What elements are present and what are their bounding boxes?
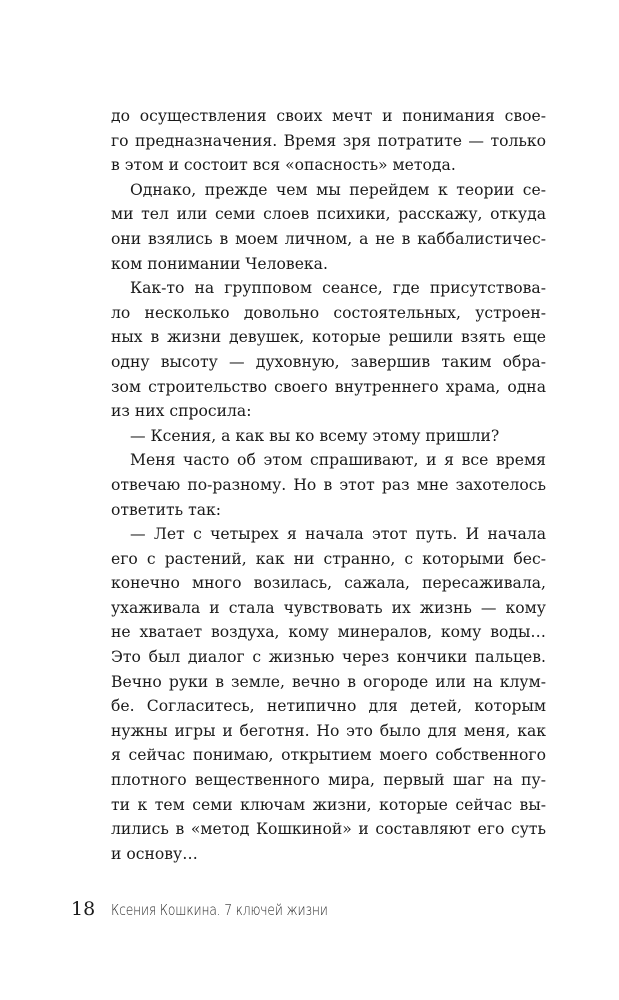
text-line: ком понимании Человека. [111,254,328,273]
text-line: в этом и состоит вся «опасность» метода. [111,156,456,175]
running-title: Ксения Кошкина. 7 ключей жизни [111,901,328,919]
text-line: ответить так: [111,500,222,519]
text-line: Однако, прежде чем мы перейдем к теории се- [130,180,546,199]
text-line: ухаживала и стала чувствовать их жизнь — кому [111,598,546,617]
text-line: из них спросила: [111,402,252,421]
text-line: Меня часто об этом спрашивают, и я все время [130,451,546,470]
text-line: бе. Согласитесь, нетипично для детей, которым [111,697,546,716]
text-line: — Ксения, а как вы ко всему этому пришли? [130,426,500,445]
text-line: и основу… [111,844,198,863]
page-footer [71,898,375,922]
text-line: ми тел или семи слоев психики, расскажу, откуда [111,205,546,224]
text-line: одну высоту — духовную, завершив таким обра- [111,352,546,371]
text-line: нужны игры и беготня. Но это было для меня, как [111,721,546,740]
text-line: ти к тем семи ключам жизни, которые сейчас вы- [111,795,546,814]
text-line: его с растений, как ни странно, с которыми бес- [111,549,546,568]
text-line: зом строительство своего внутреннего храма, одна [111,377,546,396]
text-line: не хватает воздуха, кому минералов, кому воды… [111,623,546,642]
text-line: они взялись в моем личном, а не в каббалистичес- [111,229,546,248]
text-line: Это был диалог с жизнью через кончики пальцев. [111,648,546,667]
text-line: ных в жизни девушек, которые решили взять еще [111,328,546,347]
text-line: Как-то на групповом сеансе, где присутствова- [130,279,546,298]
text-line: лились в «метод Кошкиной» и составляют его суть [111,820,546,839]
text-line: Вечно руки в земле, вечно в огороде или на клум- [111,672,546,691]
text-line: до осуществления своих мечт и понимания свое- [111,107,546,125]
body-text [111,104,546,866]
text-line: я сейчас понимаю, открытием моего собственного [111,746,546,765]
text-line: го предназначения. Время зря потратите — только [111,131,546,150]
text-line: конечно много возилась, сажала, пересаживала, [111,574,546,593]
page-number: 18 [71,898,96,920]
text-line: отвечаю по-разному. Но в этот раз мне захотелось [111,475,546,494]
text-line: ло несколько довольно состоятельных, устроен- [111,303,546,322]
text-line: — Лет с четырех я начала этот путь. И начала [130,525,546,544]
text-line: плотного вещественного мира, первый шаг на пу- [111,771,546,790]
